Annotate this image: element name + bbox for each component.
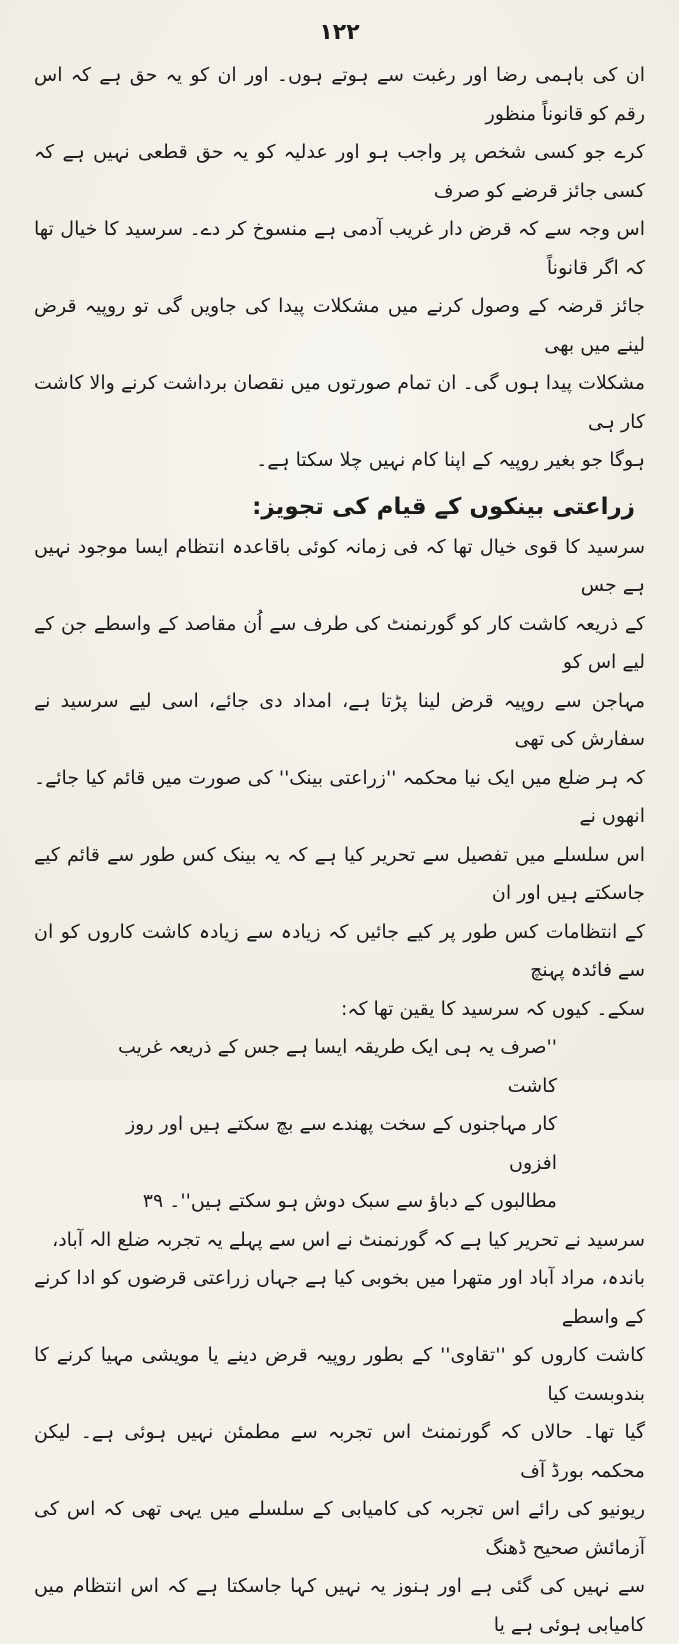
paragraph-3 [34, 1221, 645, 1644]
text-line: ان کی باہمی رضا اور رغبت سے ہوتے ہوں۔ اور ان کو یہ حق ہے کہ اس رقم کو قانوناً منظور [34, 56, 645, 133]
paragraph-2 [34, 528, 645, 1029]
text-line: سکے۔ کیوں کہ سرسید کا یقین تھا کہ: [34, 990, 645, 1029]
text-line: کے انتظامات کس طور پر کیے جائیں کہ زیادہ سے زیادہ کاشت کاروں کو ان سے فائدہ پہنچ [34, 913, 645, 990]
text-line: کے ذریعہ کاشت کار کو گورنمنٹ کی طرف سے اُن مقاصد کے واسطے جن کے لیے اس کو [34, 605, 645, 682]
text-line: سرسید کا قوی خیال تھا کہ فی زمانہ کوئی باقاعدہ انتظام ایسا موجود نہیں ہے جس [34, 528, 645, 605]
quote-line: ''صرف یہ ہی ایک طریقہ ایسا ہے جس کے ذریعہ غریب کاشت [74, 1028, 557, 1105]
block-quote [74, 1028, 557, 1221]
text-line: اس وجہ سے کہ قرض دار غریب آدمی ہے منسوخ کر دے۔ سرسید کا خیال تھا کہ اگر قانوناً [34, 210, 645, 287]
text-line: سے نہیں کی گئی ہے اور ہنوز یہ نہیں کہا جاسکتا ہے کہ اس انتظام میں کامیابی ہوئی ہے یا [34, 1567, 645, 1644]
page-number: ۱۲۲ [34, 18, 645, 48]
quote-line: کار مہاجنوں کے سخت پھندے سے بچ سکتے ہیں اور روز افزوں [74, 1105, 557, 1182]
section-heading: زراعتی بینکوں کے قیام کی تجویز: [34, 486, 635, 528]
quote-line: مطالبوں کے دباؤ سے سبک دوش ہو سکتے ہیں''۔ ۳۹ [74, 1182, 557, 1221]
text-line: مشکلات پیدا ہوں گی۔ ان تمام صورتوں میں نقصان برداشت کرنے والا کاشت کار ہی [34, 364, 645, 441]
text-line: اس سلسلے میں تفصیل سے تحریر کیا ہے کہ یہ بینک کس طور سے قائم کیے جاسکتے ہیں اور ان [34, 836, 645, 913]
text-line: باندہ، مراد آباد اور متھرا میں بخوبی کیا ہے جہاں زراعتی قرضوں کو ادا کرنے کے واسطے [34, 1259, 645, 1336]
text-line: ہوگا جو بغیر روپیہ کے اپنا کام نہیں چلا سکتا ہے۔ [34, 441, 645, 480]
text-line: جائز قرضہ کے وصول کرنے میں مشکلات پیدا کی جاویں گی تو روپیہ قرض لینے میں بھی [34, 287, 645, 364]
text-line: مہاجن سے روپیہ قرض لینا پڑتا ہے، امداد دی جائے، اسی لیے سرسید نے سفارش کی تھی [34, 682, 645, 759]
text-line: ریونیو کی رائے اس تجربہ کی کامیابی کے سلسلے میں یہی تھی کہ اس کی آزمائش صحیح ڈھنگ [34, 1490, 645, 1567]
text-line: سرسید نے تحریر کیا ہے کہ گورنمنٹ نے اس سے پہلے یہ تجربہ ضلع الہ آباد، [34, 1221, 645, 1260]
text-line: کاشت کاروں کو ''تقاوی'' کے بطور روپیہ قرض دینے یا مویشی مہیا کرنے کا بندوبست کیا [34, 1336, 645, 1413]
paragraph-1 [34, 56, 645, 480]
text-line: کہ ہر ضلع میں ایک نیا محکمہ ''زراعتی بینک'' کی صورت میں قائم کیا جائے۔ انھوں نے [34, 759, 645, 836]
text-line: کرے جو کسی شخص پر واجب ہو اور عدلیہ کو یہ حق قطعی نہیں ہے کہ کسی جائز قرضے کو صرف [34, 133, 645, 210]
text-line: گیا تھا۔ حالاں کہ گورنمنٹ اس تجربہ سے مطمئن نہیں ہوئی ہے۔ لیکن محکمہ بورڈ آف [34, 1413, 645, 1490]
